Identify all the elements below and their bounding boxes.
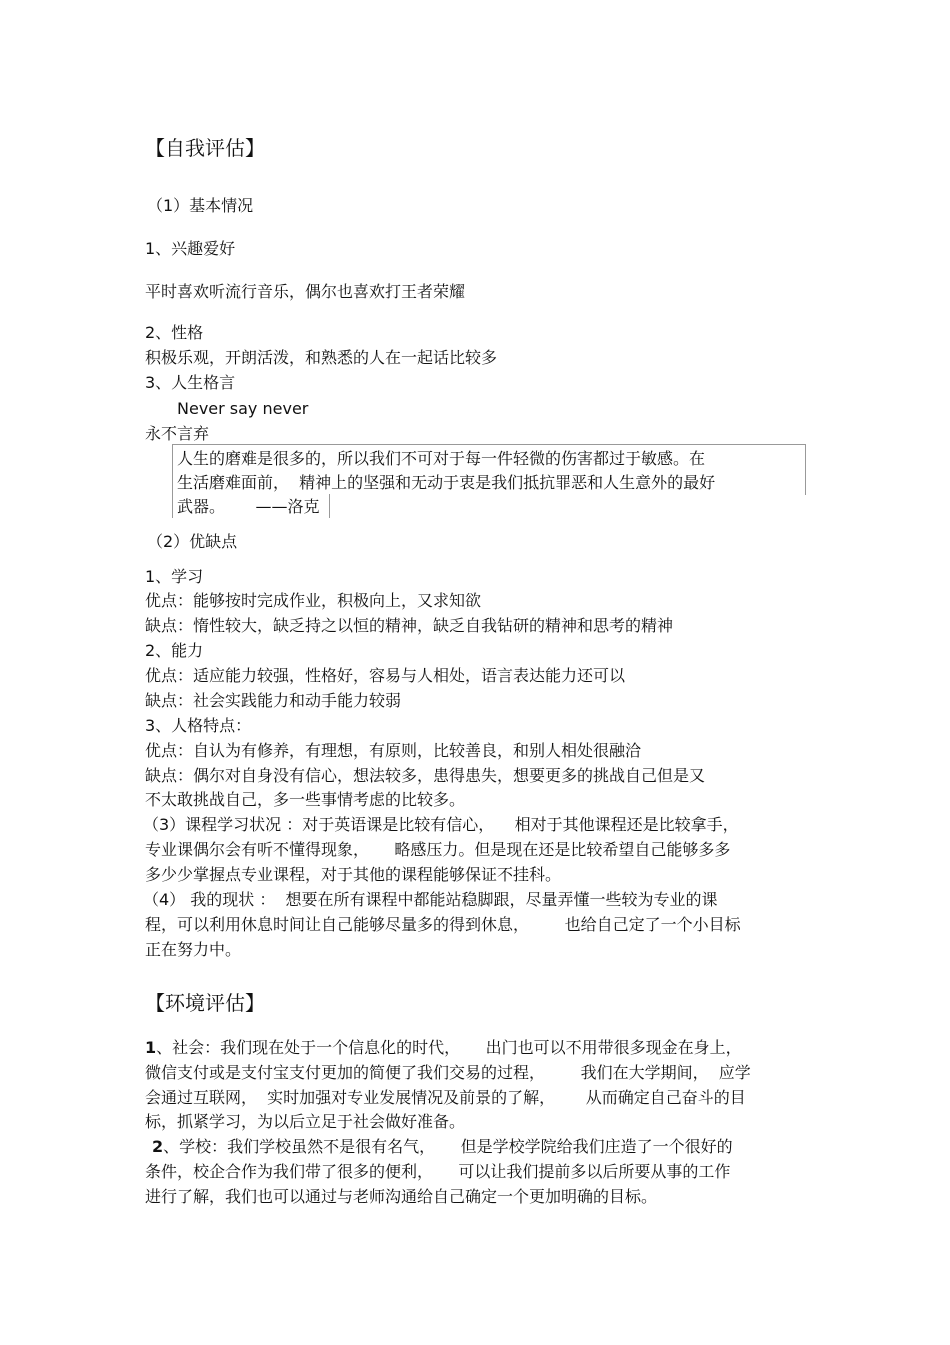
- society-text: 、社会：我们现在处于一个信息化的时代， 出门也可以不用带很多现金在身上，: [156, 1038, 742, 1057]
- ability-pro: 优点：适应能力较强，性格好，容易与人相处，语言表达能力还可以: [145, 666, 626, 685]
- personality-text: 积极乐观，开朗活泼，和熟悉的人在一起话比较多: [145, 348, 498, 367]
- society-line: [145, 1037, 742, 1059]
- ability-title: 2、能力: [145, 641, 204, 660]
- course-status-line: 多少少掌握点专业课程，对于其他的课程能够保证不挂科。: [145, 865, 562, 884]
- motto-chinese: 永不言弃: [145, 424, 210, 443]
- school-line: [152, 1136, 733, 1158]
- character-con-line: 不太敢挑战自己，多一些事情考虑的比较多。: [145, 790, 466, 809]
- school-text: 、学校：我们学校虽然不是很有名气， 但是学校学院给我们庄造了一个很好的: [163, 1137, 733, 1156]
- course-status-line: 专业课偶尔会有听不懂得现象， 略感压力。但是现在还是比较希望自己能够多多: [145, 840, 731, 859]
- current-status-line: 程，可以利用休息时间让自己能够尽量多的得到休息， 也给自己定了一个小目标: [145, 915, 741, 934]
- society-line: 会通过互联网， 实时加强对专业发展情况及前景的了解， 从而确定自己奋斗的目: [145, 1088, 746, 1107]
- pros-cons-title: （2）优缺点: [147, 532, 238, 551]
- school-line: 进行了解，我们也可以通过与老师沟通给自己确定一个更加明确的目标。: [145, 1187, 658, 1206]
- school-line: 条件，校企合作为我们带了很多的便利， 可以让我们提前多以后所要从事的工作: [145, 1162, 731, 1181]
- quote-line: 生活磨难面前， 精神上的坚强和无动于衷是我们抵抗罪恶和人生意外的最好: [177, 473, 716, 492]
- character-pro: 优点：自认为有修养，有理想，有原则，比较善良，和别人相处很融洽: [145, 741, 642, 760]
- school-number: 2: [152, 1137, 164, 1156]
- ability-con: 缺点：社会实践能力和动手能力较弱: [145, 691, 402, 710]
- quote-line: 武器。 ——洛克: [177, 497, 320, 516]
- current-status-line: 正在努力中。: [145, 940, 242, 959]
- character-con-line: 缺点：偶尔对自身没有信心，想法较多，患得患失，想要更多的挑战自己但是又: [145, 766, 706, 785]
- self-eval-heading: 【自我评估】: [145, 136, 265, 160]
- society-number: 1: [145, 1038, 157, 1057]
- basic-info-title: （1）基本情况: [147, 196, 254, 215]
- env-eval-heading: 【环境评估】: [145, 991, 265, 1015]
- character-title: 3、人格特点：: [145, 716, 252, 735]
- society-line: 标，抓紧学习，为以后立足于社会做好准备。: [145, 1112, 466, 1131]
- study-title: 1、学习: [145, 567, 204, 586]
- course-status-line: （3）课程学习状况 ：对于英语课是比较有信心， 相对于其他课程还是比较拿手，: [143, 815, 739, 834]
- society-line: 微信支付或是支付宝支付更加的简便了我们交易的过程， 我们在大学期间， 应学: [145, 1063, 751, 1082]
- current-status-line: （4） 我的现状 ： 想要在所有课程中都能站稳脚跟，尽量弄懂一些较为专业的课: [143, 890, 718, 909]
- hobby-title: 1、兴趣爱好: [145, 239, 236, 258]
- study-pro: 优点：能够按时完成作业，积极向上，又求知欲: [145, 591, 482, 610]
- personality-title: 2、性格: [145, 323, 204, 342]
- hobby-text: 平时喜欢听流行音乐，偶尔也喜欢打王者荣耀: [145, 282, 466, 301]
- motto-english: Never say never: [177, 399, 309, 418]
- motto-title: 3、人生格言: [145, 373, 236, 392]
- study-con: 缺点：惰性较大，缺乏持之以恒的精神，缺乏自我钻研的精神和思考的精神: [145, 616, 674, 635]
- quote-line: 人生的磨难是很多的，所以我们不可对于每一件轻微的伤害都过于敏感。在: [177, 449, 706, 468]
